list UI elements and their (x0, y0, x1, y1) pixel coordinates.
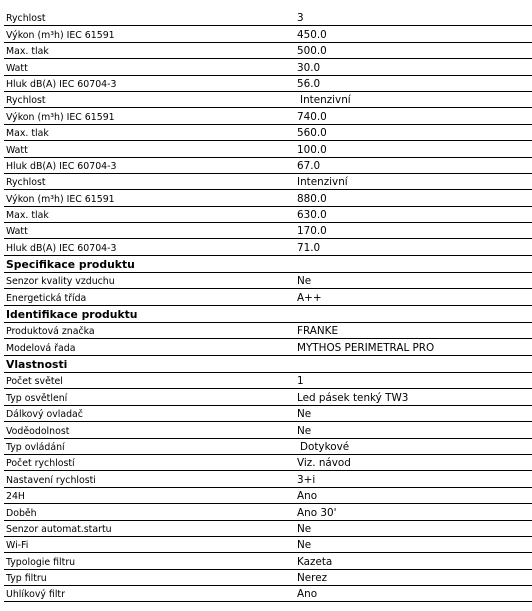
property-value: Kazeta (297, 555, 333, 568)
section-heading-row (4, 356, 532, 373)
table-row (4, 92, 532, 108)
section-heading: Specifikace produktu (6, 258, 135, 272)
section-heading: Vlastnosti (6, 357, 68, 371)
property-label: Wi-Fi (6, 540, 29, 552)
table-row (4, 455, 532, 471)
table-row (4, 339, 532, 355)
property-value: Ano (297, 588, 318, 601)
table-row (4, 141, 532, 157)
property-value: FRANKE (297, 325, 339, 338)
property-label: Senzor kvality vzduchu (6, 276, 115, 288)
property-value: Led pásek tenký TW3 (297, 391, 409, 404)
property-label: Výkon (m³h) IEC 61591 (6, 111, 115, 123)
table-row (4, 223, 532, 239)
property-label: Typ filtru (6, 573, 47, 585)
property-value: Ano (297, 490, 318, 503)
property-value: Ne (297, 424, 312, 437)
property-value: 3 (297, 12, 304, 25)
table-row (4, 488, 532, 504)
property-value: 630.0 (297, 209, 327, 222)
property-label: Typologie filtru (6, 556, 76, 568)
table-row (4, 190, 532, 206)
property-value: 560.0 (297, 127, 327, 140)
table-row (4, 273, 532, 289)
property-label: Rychlost (6, 95, 46, 107)
property-label: Výkon (m³h) IEC 61591 (6, 29, 115, 41)
table-row (4, 422, 532, 438)
table-row (4, 174, 532, 190)
property-label: Hluk dB(A) IEC 60704-3 (6, 160, 117, 172)
property-label: Dálkový ovladač (6, 409, 83, 421)
table-row (4, 406, 532, 422)
section-heading-row (4, 256, 532, 273)
property-label: Watt (6, 62, 28, 74)
property-label: Hluk dB(A) IEC 60704-3 (6, 242, 117, 254)
property-label: Doběh (6, 507, 37, 519)
property-value: 500.0 (297, 45, 327, 58)
property-label: Počet rychlostí (6, 458, 75, 470)
table-row (4, 553, 532, 569)
property-value: 1 (297, 375, 304, 388)
property-label: Uhlíkový filtr (6, 589, 65, 601)
property-value: Intenzivní (300, 94, 351, 107)
property-value: A++ (297, 291, 322, 304)
property-value: Ne (297, 522, 312, 535)
section-heading: Identifikace produktu (6, 308, 138, 322)
property-value: Viz. návod (297, 457, 351, 470)
table-row (4, 76, 532, 92)
property-label: Voděodolnost (6, 425, 70, 437)
table-row (4, 59, 532, 75)
table-row (4, 108, 532, 124)
property-label: Modelová řada (6, 342, 76, 354)
table-row (4, 521, 532, 537)
table-row (4, 125, 532, 141)
property-value: Ne (297, 408, 312, 421)
property-value: Ano 30' (297, 506, 337, 519)
table-row (4, 158, 532, 174)
property-value: 880.0 (297, 192, 327, 205)
property-value: Dotykové (300, 440, 350, 453)
property-value: MYTHOS PERIMETRAL PRO (297, 341, 435, 354)
property-value: Ne (297, 275, 312, 288)
table-row (4, 239, 532, 255)
property-label: Počet světel (6, 376, 63, 388)
property-label: Max. tlak (6, 128, 49, 140)
property-value: 56.0 (297, 77, 321, 90)
property-label: Typ ovládání (6, 441, 65, 453)
property-label: Watt (6, 226, 28, 238)
property-value: 100.0 (297, 143, 327, 156)
table-row (4, 471, 532, 487)
table-row (4, 439, 532, 455)
property-label: Max. tlak (6, 210, 49, 222)
property-value: 71.0 (297, 241, 321, 254)
table-row (4, 537, 532, 553)
property-label: Nastavení rychlosti (6, 474, 96, 486)
property-label: Hluk dB(A) IEC 60704-3 (6, 78, 117, 90)
property-label: Energetická třída (6, 292, 87, 304)
table-row (4, 43, 532, 59)
property-label: Výkon (m³h) IEC 61591 (6, 193, 115, 205)
table-row (4, 10, 532, 26)
property-value: 740.0 (297, 110, 327, 123)
table-row (4, 389, 532, 405)
property-value: 450.0 (297, 28, 327, 41)
property-value: Nerez (297, 572, 328, 585)
property-label: Watt (6, 144, 28, 156)
property-value: 170.0 (297, 225, 327, 238)
property-label: Produktová značka (6, 326, 95, 338)
property-value: Intenzivní (297, 176, 348, 189)
property-value: 67.0 (297, 159, 321, 172)
section-heading-row (4, 306, 532, 323)
property-value: Ne (297, 539, 312, 552)
table-row (4, 570, 532, 586)
spec-table (4, 0, 532, 602)
table-row (4, 373, 532, 389)
property-label: Max. tlak (6, 46, 49, 58)
property-label: Rychlost (6, 13, 46, 25)
property-label: Rychlost (6, 177, 46, 189)
property-value: 3+i (297, 473, 316, 486)
table-row (4, 586, 532, 602)
table-row (4, 323, 532, 339)
table-row (4, 207, 532, 223)
table-row (4, 289, 532, 305)
property-label: 24H (6, 491, 25, 503)
table-row (4, 504, 532, 520)
property-label: Typ osvětlení (6, 392, 68, 404)
table-row (4, 26, 532, 42)
property-label: Senzor automat.startu (6, 523, 112, 535)
property-value: 30.0 (297, 61, 321, 74)
